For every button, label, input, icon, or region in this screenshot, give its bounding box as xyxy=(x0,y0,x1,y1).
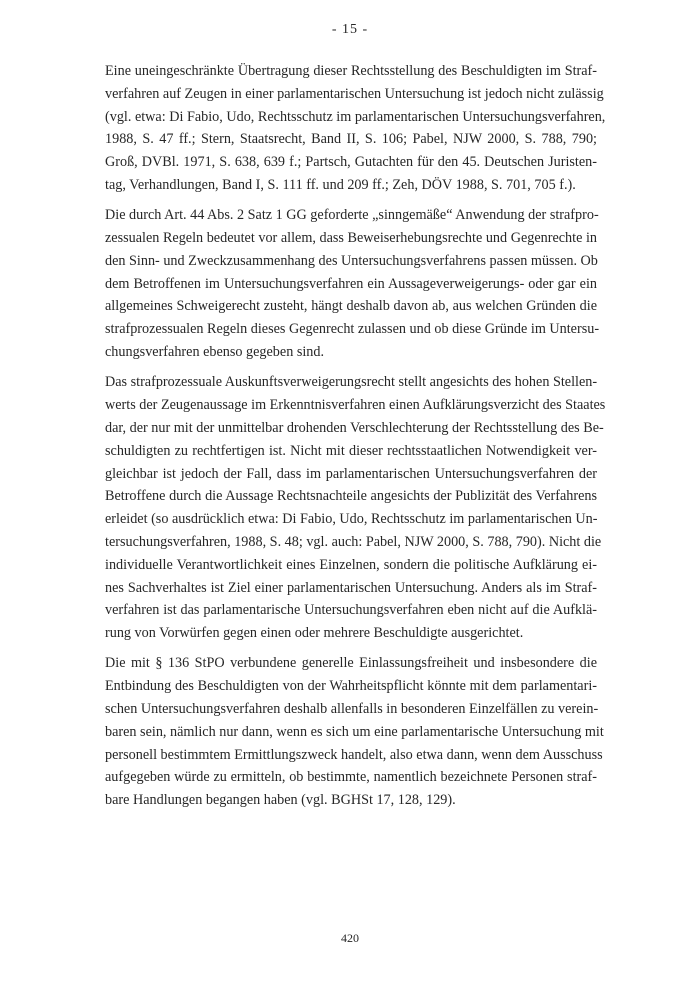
text-line: Die mit § 136 StPO verbundene generelle Einlassungsfreiheit und insbesondere die xyxy=(105,655,597,672)
text-line: verfahren auf Zeugen in einer parlamentarischen Untersuchung ist jedoch nicht zulässig xyxy=(105,85,604,102)
text-line: strafprozessualen Regeln dieses Gegenrecht zulassen und ob diese Gründe im Untersu- xyxy=(105,321,600,338)
text-line: 1988, S. 47 ff.; Stern, Staatsrecht, Band II, S. 106; Pabel, NJW 2000, S. 788, 790; xyxy=(105,131,597,148)
text-line: schuldigten zu rechtfertigen ist. Nicht mit dieser rechtsstaatlichen Notwendigkeit ver- xyxy=(105,442,597,459)
text-line: bare Handlungen begangen haben (vgl. BGHSt 17, 128, 129). xyxy=(105,792,456,809)
text-line: Das strafprozessuale Auskunftsverweigerungsrecht stellt angesichts des hohen Stellen- xyxy=(105,374,598,391)
text-line: dar, der nur mit der unmittelbar drohenden Verschlechterung der Rechtsstellung des Be- xyxy=(105,419,604,436)
text-line: tag, Verhandlungen, Band I, S. 111 ff. und 209 ff.; Zeh, DÖV 1988, S. 701, 705 f.). xyxy=(105,176,576,193)
text-line: individuelle Verantwortlichkeit eines Einzelnen, sondern die politische Aufklärung ei- xyxy=(105,556,597,573)
text-line: allgemeines Schweigerecht zusteht, hängt deshalb davon ab, aus welchen Gründen die xyxy=(105,298,597,315)
text-line: zessualen Regeln bedeutet vor allem, dass Beweiserhebungsrechte und Gegenrechte in xyxy=(105,230,597,247)
page-number: 420 xyxy=(341,931,359,945)
text-line: aufgegeben würde zu ermitteln, ob bestimmte, namentlich bezeichnete Personen straf- xyxy=(105,769,597,786)
text-line: dem Betroffenen im Untersuchungsverfahren ein Aussageverweigerungs- oder gar ein xyxy=(105,275,597,292)
body-text xyxy=(105,60,606,820)
page-header-marker: - 15 - xyxy=(331,22,369,37)
text-line: Groß, DVBl. 1971, S. 638, 639 f.; Partsch, Gutachten für den 45. Deutschen Juristen- xyxy=(105,154,597,171)
text-line: schen Untersuchungsverfahren deshalb allenfalls in besonderen Einzelfällen zu verein- xyxy=(105,701,599,718)
text-line: personell bestimmtem Ermittlungszweck handelt, also etwa dann, wenn dem Ausschuss xyxy=(105,746,603,763)
text-line: rung von Vorwürfen gegen einen oder mehrere Beschuldigte ausgerichtet. xyxy=(105,625,524,642)
text-line: chungsverfahren ebenso gegeben sind. xyxy=(105,344,325,361)
text-line: tersuchungsverfahren, 1988, S. 48; vgl. auch: Pabel, NJW 2000, S. 788, 790). Nicht die xyxy=(105,533,602,550)
paragraph-3 xyxy=(105,371,606,645)
text-line: (vgl. etwa: Di Fabio, Udo, Rechtsschutz im parlamentarischen Untersuchungsverfahren, xyxy=(105,108,606,125)
paragraph-1 xyxy=(105,60,606,197)
text-line: nes Sachverhaltes ist Ziel einer parlamentarischen Untersuchung. Anders als im Straf- xyxy=(105,579,597,596)
text-line: verfahren ist das parlamentarische Untersuchungsverfahren eben nicht auf die Aufklä- xyxy=(105,602,597,619)
text-line: baren sein, nämlich nur dann, wenn es sich um eine parlamentarische Untersuchung mit xyxy=(105,723,604,740)
text-line: Die durch Art. 44 Abs. 2 Satz 1 GG geforderte „sinngemäße“ Anwendung der strafpro- xyxy=(105,207,599,224)
text-line: gleichbar ist jedoch der Fall, dass im parlamentarischen Untersuchungsverfahren der xyxy=(105,465,597,482)
text-line: Eine uneingeschränkte Übertragung dieser Rechtsstellung des Beschuldigten im Straf- xyxy=(105,63,597,79)
text-line: erleidet (so ausdrücklich etwa: Di Fabio, Udo, Rechtsschutz im parlamentarischen Un- xyxy=(105,511,598,528)
text-line: Betroffene durch die Aussage Rechtsnachteile angesichts der Publizität des Verfahrens xyxy=(105,488,597,505)
paragraph-2 xyxy=(105,204,600,364)
text-line: werts der Zeugenaussage im Erkenntnisverfahren einen Aufklärungsverzicht des Staates xyxy=(105,397,606,414)
paragraph-4 xyxy=(105,652,604,812)
text-line: den Sinn- und Zweckzusammenhang des Untersuchungsverfahrens passen müssen. Ob xyxy=(105,252,598,269)
text-line: Entbindung des Beschuldigten von der Wahrheitspflicht könnte mit dem parlamentari- xyxy=(105,678,597,695)
